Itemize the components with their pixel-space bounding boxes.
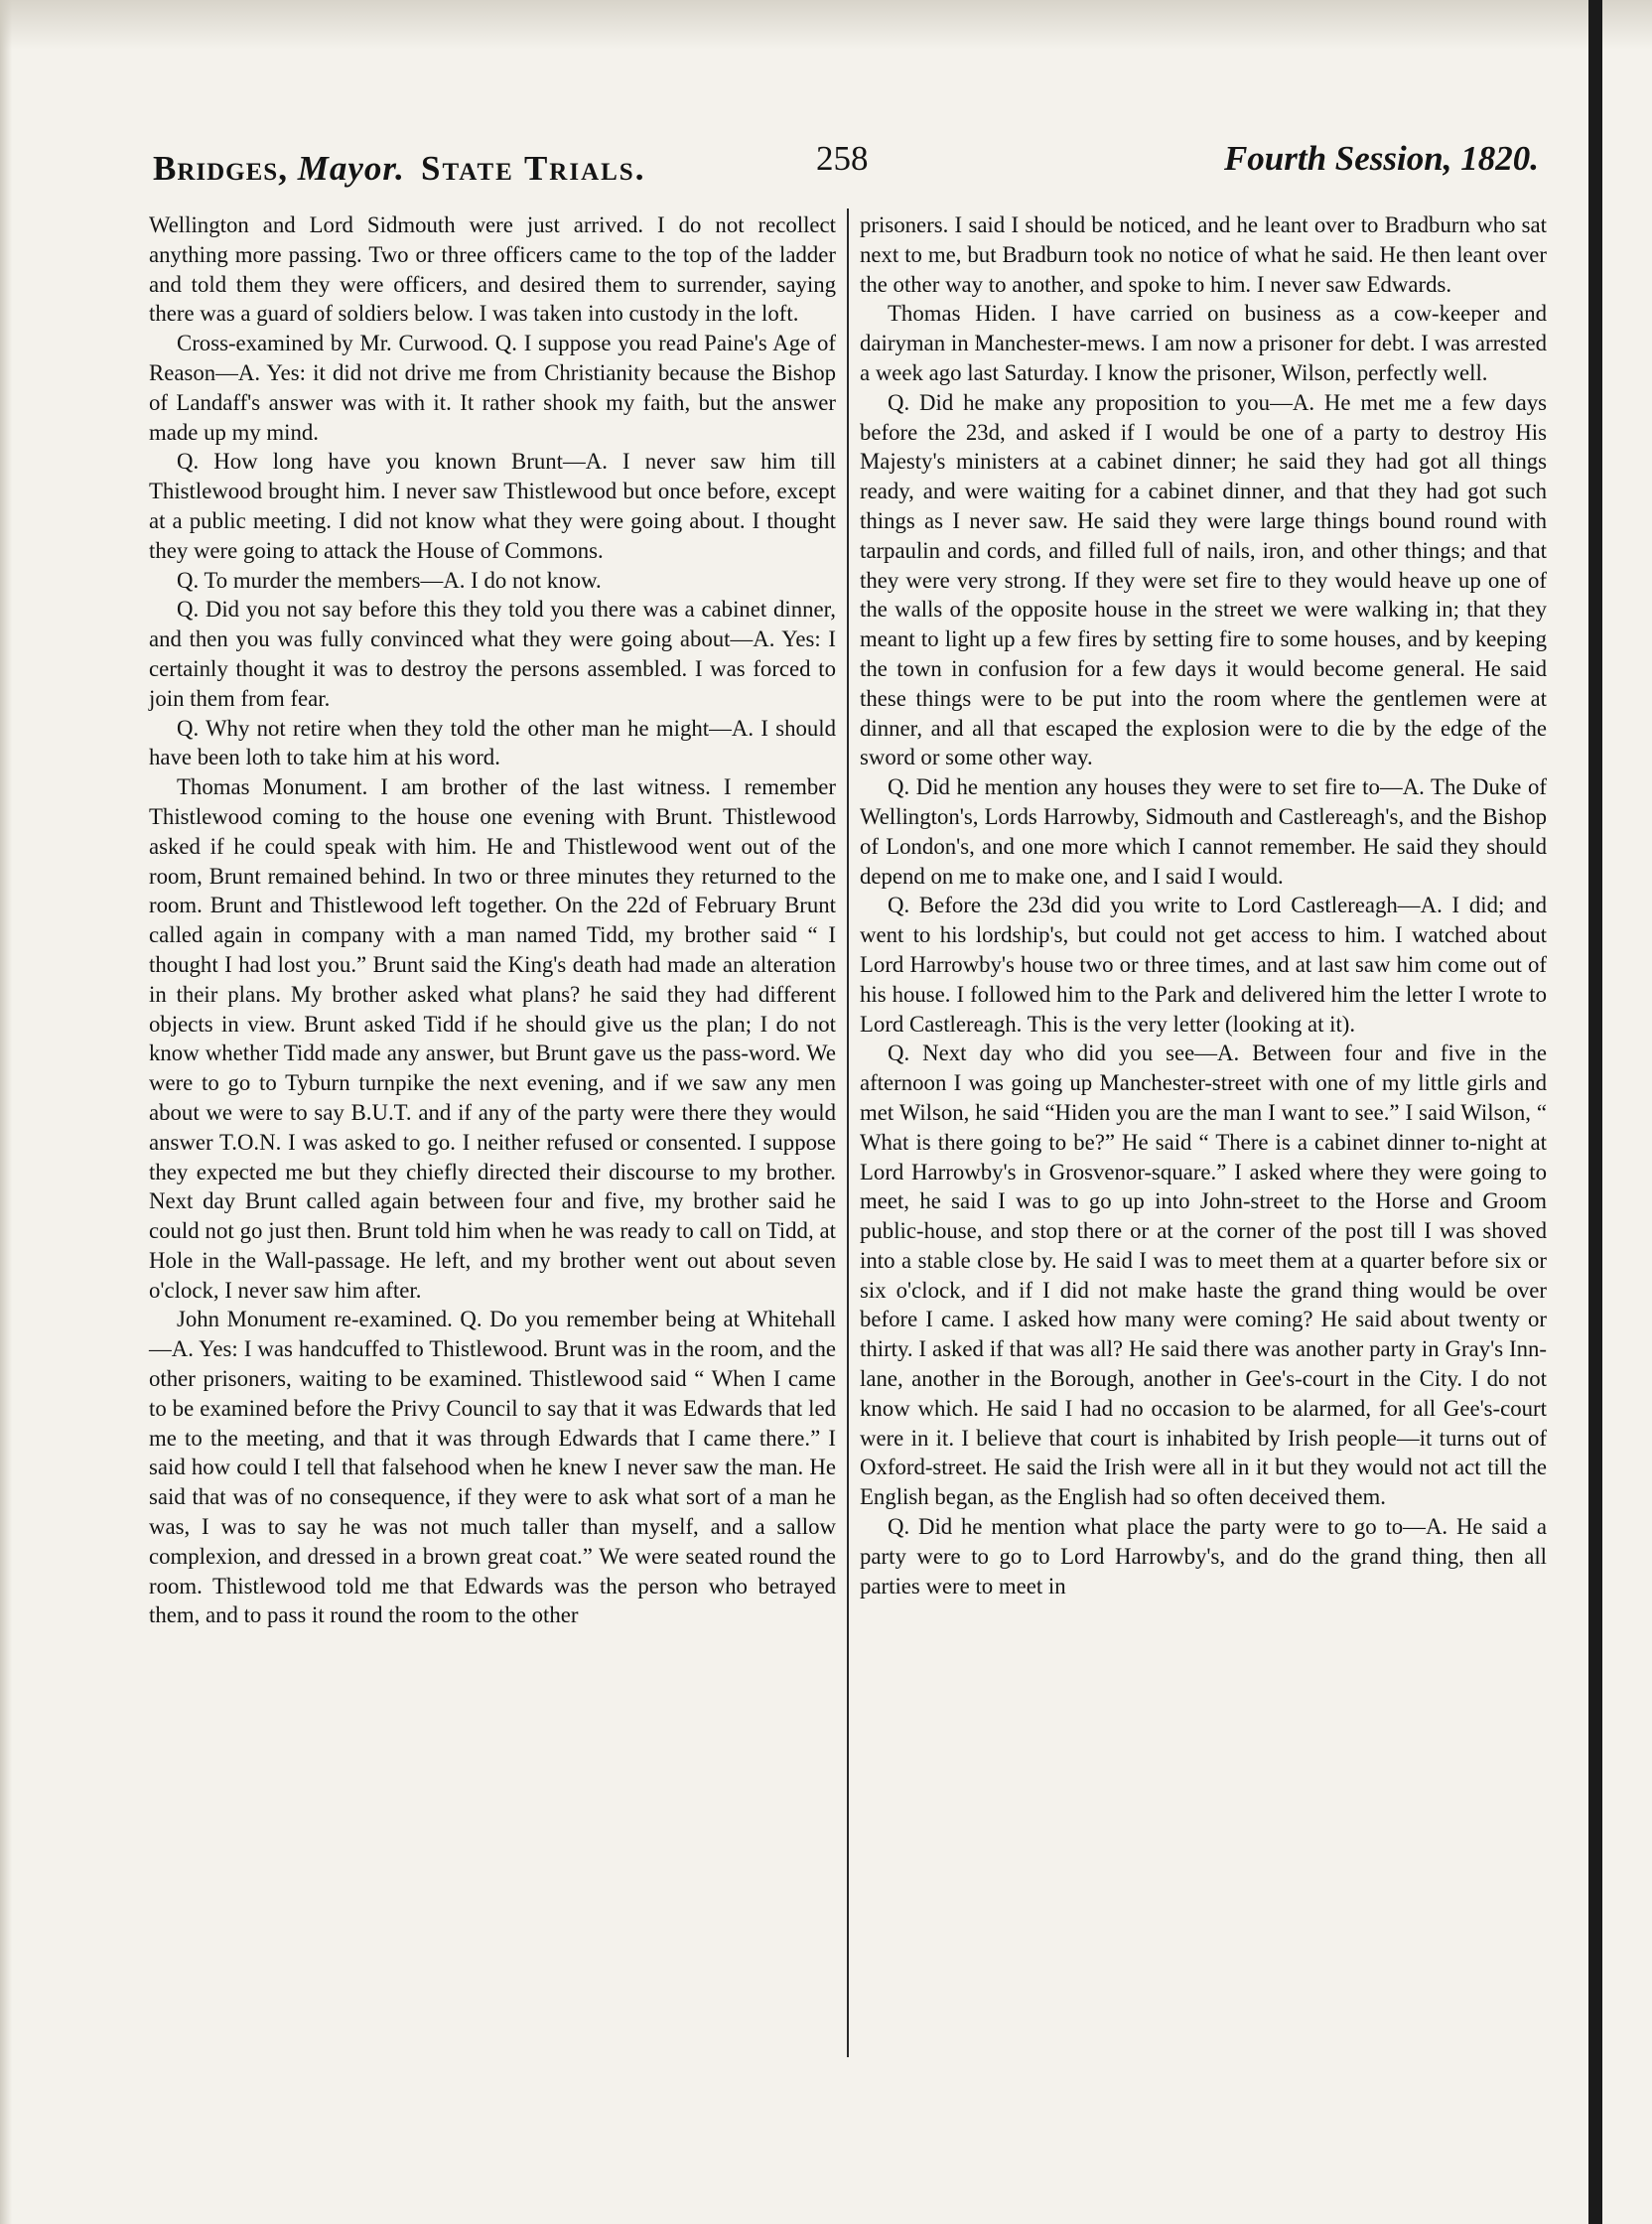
header-right: Fourth Session, 1820. bbox=[1223, 139, 1539, 178]
paragraph: Q. Why not retire when they told the other man he might—A. I should have been loth to take him at his word. bbox=[149, 715, 836, 770]
paragraph: Cross-examined by Mr. Curwood. Q. I suppose you read Paine's Age of Reason—A. Yes: it did not drive me from Christianity because the Bishop of Landaff's answer was with it. It rather shook my faith, but the answer made up my mind. bbox=[149, 331, 836, 445]
header-title: Mayor. bbox=[297, 149, 405, 188]
header-left bbox=[153, 149, 405, 189]
paragraph: Thomas Hiden. I have carried on business as a cow-keeper and dairyman in Manchester-mews. I am now a prisoner for debt. I was arrested a week ago last Saturday. I know the prisoner, Wilson, perfectly well. bbox=[860, 301, 1547, 385]
paragraph: prisoners. I said I should be noticed, and he leant over to Bradburn who sat next to me, but Bradburn took no notice of what he said. He then leant over the other way to another, and spoke to him. I never saw Edwards. bbox=[860, 212, 1547, 297]
paragraph: Q. How long have you known Brunt—A. I never saw him till Thistlewood brought him. I never saw Thistlewood but once before, except at a public meeting. I did not know what they were going about. I thought they were going to attack the House of Commons. bbox=[149, 449, 836, 563]
paragraph: Q. To murder the members—A. I do not know. bbox=[177, 567, 602, 593]
paragraph: Q. Did he mention what place the party were to go to—A. He said a party were to go to Lord Harrowby's, and do the grand thing, then all parties were to meet in bbox=[860, 1514, 1547, 1598]
page-edge-right bbox=[1588, 0, 1602, 2224]
header-middle: State Trials. bbox=[421, 149, 646, 188]
right-column bbox=[860, 210, 1547, 1600]
paragraph: Q. Before the 23d did you write to Lord Castlereagh—A. I did; and went to his lordship's, but could not get access to him. I watched about Lord Harrowby's house two or three times, and at last saw him come out of his house. I followed him to the Park and delivered him the letter I wrote to Lord Castlereagh. This is the very letter (looking at it). bbox=[860, 893, 1547, 1037]
paragraph: Q. Next day who did you see—A. Between four and five in the afternoon I was going up Manchester-street with one of my little girls and met Wilson, he said “Hiden you are the man I want to see.” I said Wilson, “ What is there going to be?” He said “ There is a cabinet dinner to-night at Lord Harrowby's in Grosvenor-square.” I asked where they were going to meet, he said I was to go up into John-street to the Horse and Groom public-house, and stop there or at the corner of the post till I was shoved into a stable close by. He said I was to meet them at a quarter before six or six o'clock, and if I did not make haste the grand thing would be over before I came. I asked how many were coming? He said about twenty or thirty. I asked if that was all? He said there was another party in Gray's Inn-lane, another in the Borough, another in Gee's-court in the City. I do not know which. He said I had no occasion to be alarmed, for all Gee's-court were in it. I believe that court is inhabited by Irish people—it turns out of Oxford-street. He said the Irish were all in it but they would not act till the English began, as the English had so often deceived them. bbox=[860, 1041, 1547, 1510]
page-edge-left bbox=[0, 0, 12, 2224]
paragraph: Q. Did you not say before this they told you there was a cabinet dinner, and then you was fully convinced what they were going about—A. Yes: I certainly thought it was to destroy the persons assembled. I was forced to join them from fear. bbox=[149, 597, 836, 711]
paragraph: Thomas Monument. I am brother of the last witness. I remember Thistlewood coming to the house one evening with Brunt. Thistlewood asked if he could speak with him. He and Thistlewood went out of the room, Brunt remained behind. In two or three minutes they returned to the room. Brunt and Thistlewood left together. On the 22d of February Brunt called again in company with a man named Tidd, my brother said “ I thought I had lost you.” Brunt said the King's death had made an alteration in their plans. My brother asked what plans? he said they had different objects in view. Brunt asked Tidd if he should give us the plan; I do not know whether Tidd made any answer, but Brunt gave us the pass-word. We were to go to Tyburn turnpike the next evening, and if we saw any men about we were to say B.U.T. and if any of the party were there they would answer T.O.N. I was asked to go. I neither refused or consented. I suppose they expected me but they chiefly directed their discourse to my brother. Next day Brunt called again between four and five, my brother said he could not go just then. Brunt told him when he was ready to call on Tidd, at Hole in the Wall-passage. He left, and my brother went out about seven o'clock, I never saw him after. bbox=[149, 774, 836, 1303]
left-column bbox=[149, 210, 836, 1630]
paragraph: Q. Did he mention any houses they were to set fire to—A. The Duke of Wellington's, Lords Harrowby, Sidmouth and Castlereagh's, and the Bishop of London's, and one more which I cannot remember. He said they should depend on me to make one, and I said I would. bbox=[860, 774, 1547, 889]
paragraph: Wellington and Lord Sidmouth were just arrived. I do not recollect anything more passing. Two or three officers came to the top of the ladder and told them they were officers, and desired them to surrender, saying there was a guard of soldiers below. I was taken into custody in the loft. bbox=[149, 212, 836, 327]
running-header bbox=[153, 139, 1539, 195]
header-name: Bridges, bbox=[153, 149, 288, 188]
column-divider bbox=[847, 208, 849, 2057]
paragraph: John Monument re-examined. Q. Do you remember being at Whitehall—A. Yes: I was handcuffed to Thistlewood. Brunt was in the room, and the other prisoners, waiting to be examined. Thistlewood said “ When I came to be examined before the Privy Council to say that it was Edwards that led me to the meeting, and that it was through Edwards that I came there.” I said how could I tell that falsehood when he knew I never saw the man. He said that was of no consequence, if they were to ask what sort of a man he was, I was to say he was not much taller than myself, and a sallow complexion, and dressed in a brown great coat.” We were seated round the room. Thistlewood told me that Edwards was the person who betrayed them, and to pass it round the room to the other bbox=[149, 1307, 836, 1628]
page-number: 258 bbox=[816, 139, 869, 178]
page-edge-top bbox=[0, 0, 1652, 50]
paragraph: Q. Did he make any proposition to you—A. He met me a few days before the 23d, and asked if I would be one of a party to destroy His Majesty's ministers at a cabinet dinner; he said they had got all things ready, and were waiting for a cabinet dinner, and that they had got such things as I never saw. He said they were large things bound round with tarpaulin and cords, and filled full of nails, iron, and other things; and that they were very strong. If they were set fire to they would heave up one of the walls of the opposite house in the street we were walking in; that they meant to light up a few fires by setting fire to some houses, and by keeping the town in confusion for a few days it would become general. He said these things were to be put into the room where the gentlemen were at dinner, and all that escaped the explosion were to die by the edge of the sword or some other way. bbox=[860, 389, 1547, 770]
